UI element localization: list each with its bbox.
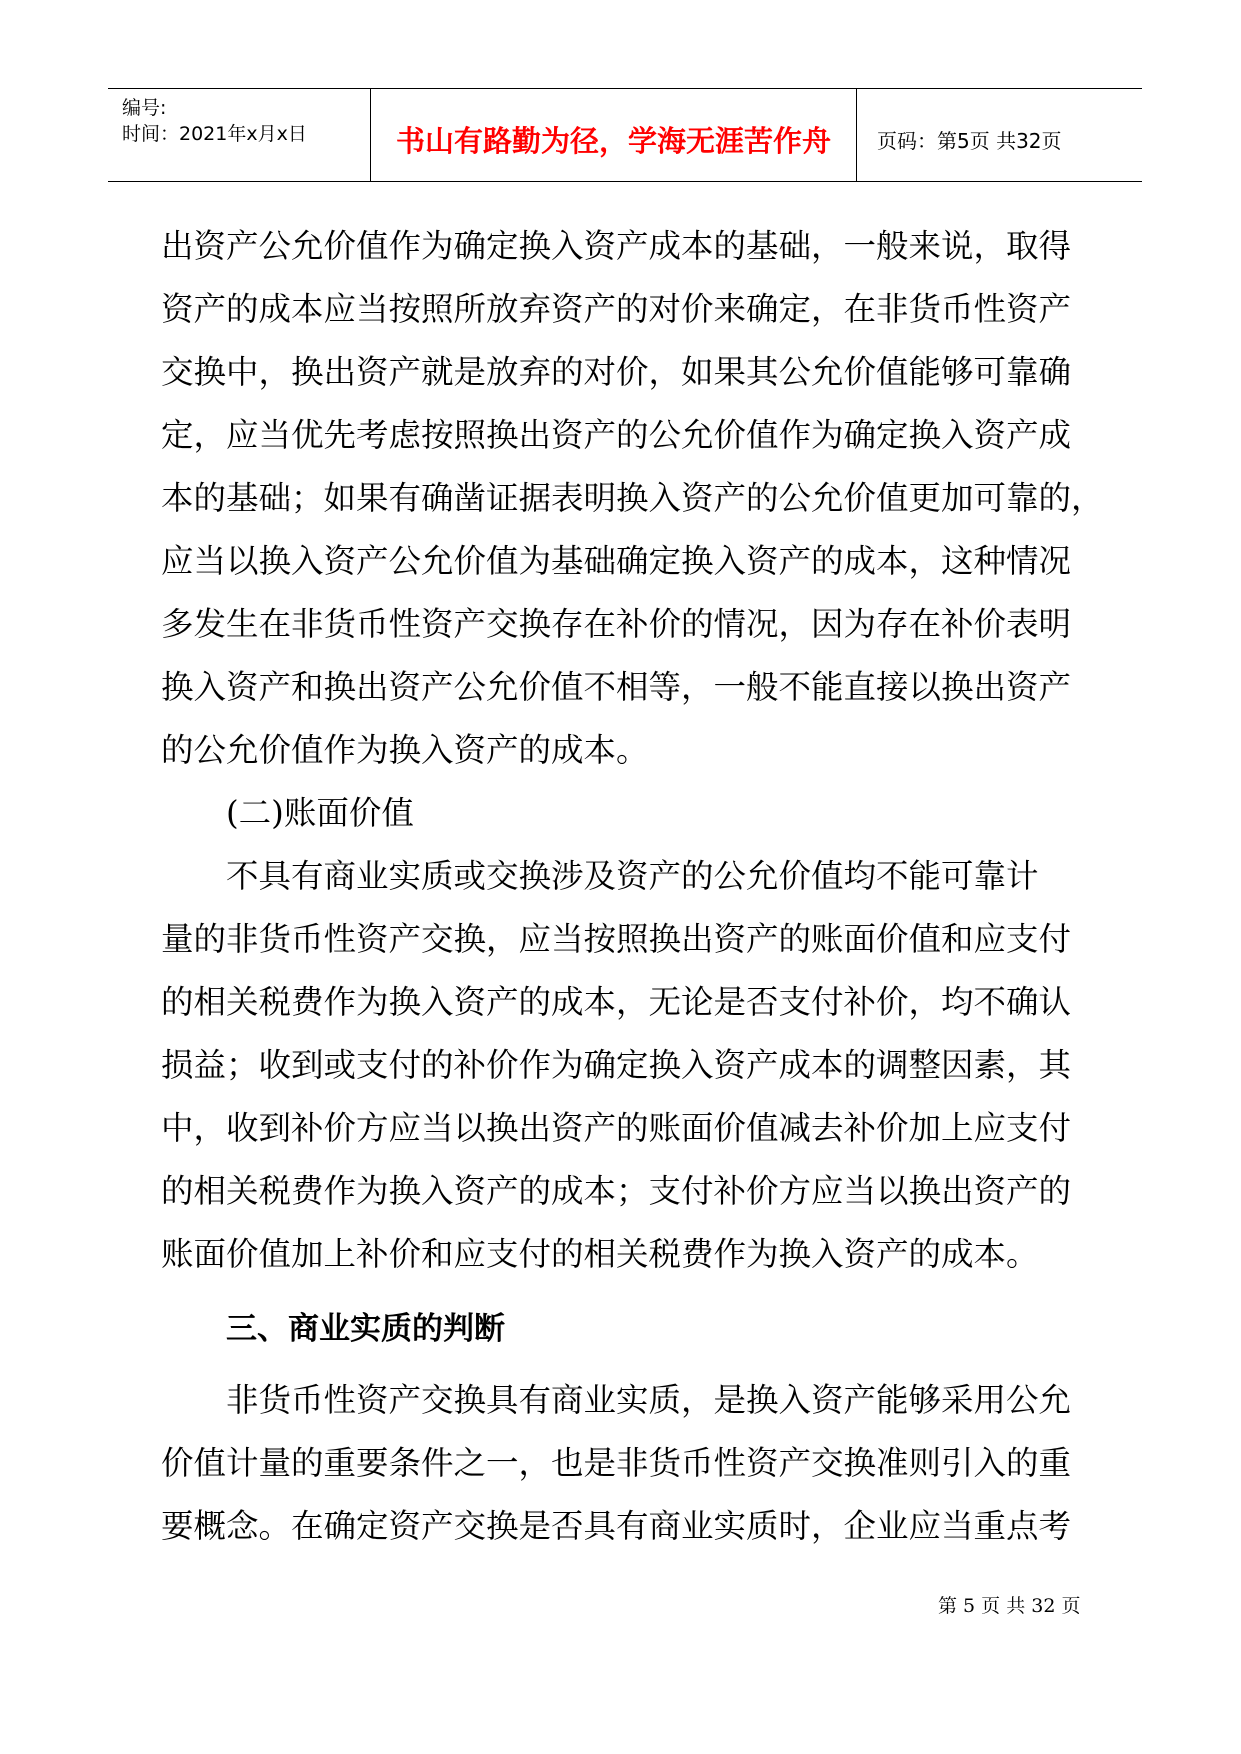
header-info-cell bbox=[108, 89, 371, 181]
subheading-book-value: (二)账面价值 bbox=[226, 794, 414, 832]
document-number-label: 编号: bbox=[122, 97, 167, 119]
para1-line: 的公允价值作为换入资产的成本。 bbox=[161, 731, 649, 769]
para3-line: 非货币性资产交换具有商业实质，是换入资产能够采用公允 bbox=[226, 1381, 1072, 1419]
page-code-label: 页码：第5页 共32页 bbox=[877, 129, 1062, 153]
header-table bbox=[108, 88, 1142, 182]
document-time-label: 时间：2021年x月x日 bbox=[122, 123, 307, 145]
para1-line: 换入资产和换出资产公允价值不相等，一般不能直接以换出资产 bbox=[161, 668, 1072, 706]
para1-line: 多发生在非货币性资产交换存在补价的情况，因为存在补价表明 bbox=[161, 605, 1072, 643]
para1-line: 本的基础；如果有确凿证据表明换入资产的公允价值更加可靠的， bbox=[161, 479, 1104, 517]
para1-line: 出资产公允价值作为确定换入资产成本的基础，一般来说，取得 bbox=[161, 227, 1072, 265]
section-heading: 三、商业实质的判断 bbox=[226, 1311, 505, 1347]
para1-line: 资产的成本应当按照所放弃资产的对价来确定，在非货币性资产 bbox=[161, 290, 1072, 328]
para2-line: 账面价值加上补价和应支付的相关税费作为换入资产的成本。 bbox=[161, 1235, 1039, 1273]
header-page-cell bbox=[857, 89, 1142, 181]
para2-line: 的相关税费作为换入资产的成本；支付补价方应当以换出资产的 bbox=[161, 1172, 1072, 1210]
motto-text: 书山有路勤为径，学海无涯苦作舟 bbox=[395, 124, 831, 158]
para1-line: 定，应当优先考虑按照换出资产的公允价值作为确定换入资产成 bbox=[161, 416, 1072, 454]
para2-line: 损益；收到或支付的补价作为确定换入资产成本的调整因素，其 bbox=[161, 1046, 1072, 1084]
para3-line: 要概念。在确定资产交换是否具有商业实质时，企业应当重点考 bbox=[161, 1507, 1072, 1545]
para2-line: 不具有商业实质或交换涉及资产的公允价值均不能可靠计 bbox=[226, 857, 1039, 895]
para3-line: 价值计量的重要条件之一，也是非货币性资产交换准则引入的重 bbox=[161, 1444, 1072, 1482]
para2-line: 量的非货币性资产交换，应当按照换出资产的账面价值和应支付 bbox=[161, 920, 1072, 958]
page-footer-number: 第 5 页 共 32 页 bbox=[938, 1595, 1081, 1617]
para1-line: 交换中，换出资产就是放弃的对价，如果其公允价值能够可靠确 bbox=[161, 353, 1072, 391]
para1-line: 应当以换入资产公允价值为基础确定换入资产的成本，这种情况 bbox=[161, 542, 1072, 580]
para2-line: 的相关税费作为换入资产的成本，无论是否支付补价，均不确认 bbox=[161, 983, 1072, 1021]
header-motto-cell bbox=[371, 89, 857, 181]
para2-line: 中，收到补价方应当以换出资产的账面价值减去补价加上应支付 bbox=[161, 1109, 1072, 1147]
